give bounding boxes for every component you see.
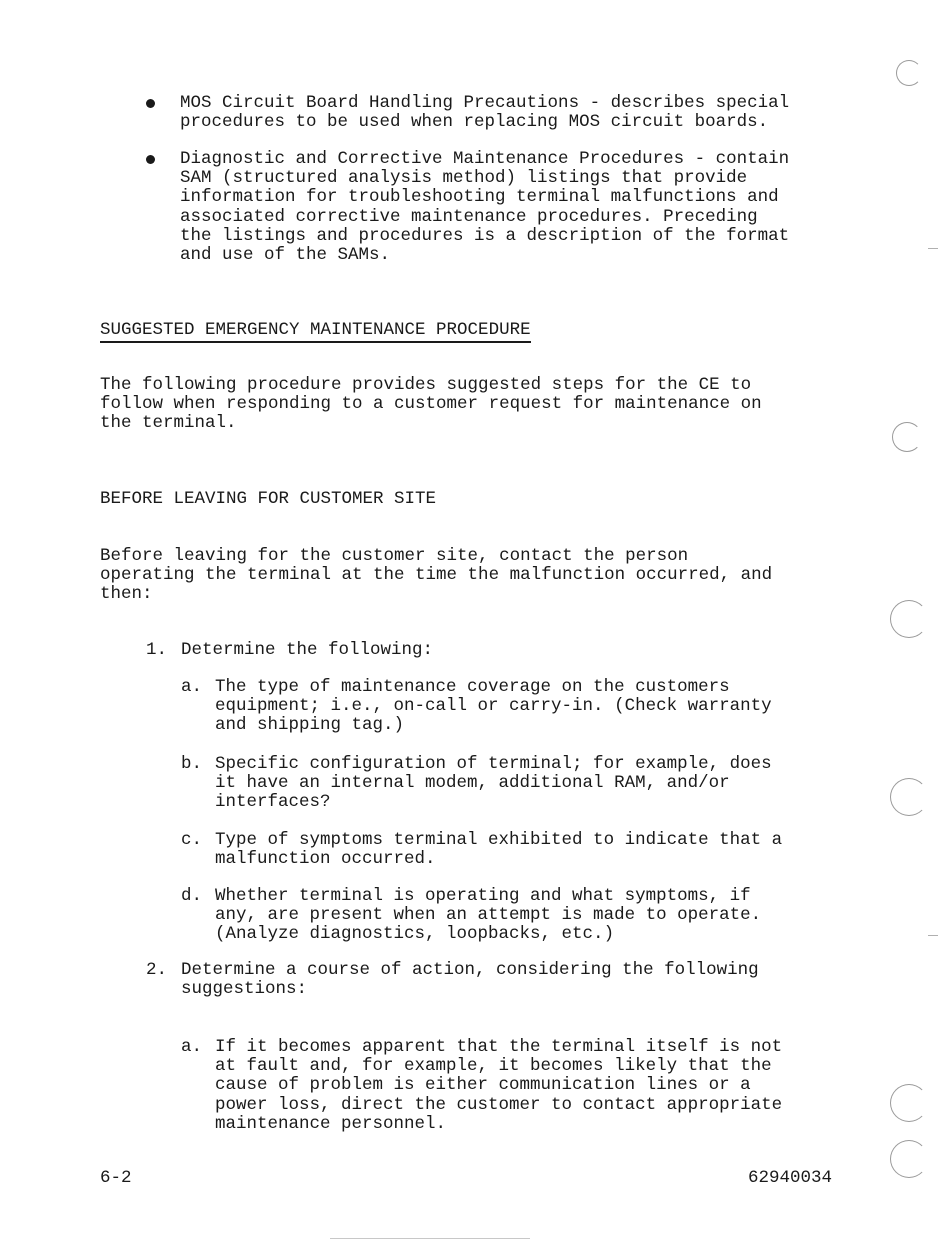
step-2-text xyxy=(181,961,759,999)
step-2-label: 2. xyxy=(146,960,168,980)
section-heading: SUGGESTED EMERGENCY MAINTENANCE PROCEDURE xyxy=(100,320,531,343)
punch-hole-mark xyxy=(890,600,928,638)
text-line: then: xyxy=(100,584,153,605)
section-heading-block xyxy=(100,321,531,340)
text-line: and shipping tag.) xyxy=(215,715,405,736)
item-label: b. xyxy=(181,754,203,774)
punch-hole-mark xyxy=(890,1084,928,1122)
text-line: Diagnostic and Corrective Maintenance Procedures - contain xyxy=(180,149,790,169)
text-line: Specific configuration of terminal; for example, does xyxy=(215,754,772,774)
text-line: information for troubleshooting terminal malfunctions and xyxy=(180,187,779,208)
text-line: it have an internal modem, additional RAM, and/or xyxy=(215,773,730,794)
document-number: 62940034 xyxy=(748,1168,833,1188)
text-line: at fault and, for example, it becomes likely that the xyxy=(215,1056,772,1077)
text-line: maintenance personnel. xyxy=(215,1113,447,1134)
intro-paragraph xyxy=(100,376,762,434)
text-line: operating the terminal at the time the malfunction occurred, and xyxy=(100,565,773,586)
punch-hole-mark xyxy=(890,778,928,816)
item-label: c. xyxy=(181,830,203,850)
scan-mark xyxy=(330,1238,530,1239)
text-line: If it becomes apparent that the terminal itself is not xyxy=(215,1037,783,1057)
text-line: and use of the SAMs. xyxy=(180,245,391,266)
text-line: power loss, direct the customer to contact appropriate xyxy=(215,1094,783,1115)
text-line: the listings and procedures is a description of the format xyxy=(180,225,790,246)
text-line: any, are present when an attempt is made to operate. xyxy=(215,905,762,926)
text-line: Type of symptoms terminal exhibited to indicate that a xyxy=(215,830,783,850)
text-line: malfunction occurred. xyxy=(215,849,436,870)
list-item xyxy=(215,831,782,869)
text-line: The following procedure provides suggested steps for the CE to xyxy=(100,375,752,395)
bullet-marker xyxy=(146,99,155,108)
list-item xyxy=(215,887,761,945)
item-label: a. xyxy=(181,677,203,697)
item-label: d. xyxy=(181,886,203,906)
text-line: equipment; i.e., on-call or carry-in. (Check warranty xyxy=(215,696,772,717)
text-line: associated corrective maintenance procedures. Preceding xyxy=(180,206,758,227)
text-line: The type of maintenance coverage on the customers xyxy=(215,677,730,697)
bullet-marker xyxy=(146,155,155,164)
text-line: Before leaving for the customer site, contact the person xyxy=(100,546,689,566)
text-line: MOS Circuit Board Handling Precautions - describes special xyxy=(180,93,790,113)
bullet-item xyxy=(180,94,789,132)
page-number: 6-2 xyxy=(100,1168,132,1188)
punch-hole-mark xyxy=(896,60,922,86)
text-line: procedures to be used when replacing MOS circuit boards. xyxy=(180,112,769,133)
text-line: (Analyze diagnostics, loopbacks, etc.) xyxy=(215,924,615,945)
punch-hole-mark xyxy=(892,422,922,452)
scan-mark xyxy=(928,935,938,936)
list-item xyxy=(215,755,772,813)
text-line: interfaces? xyxy=(215,792,331,813)
text-line: cause of problem is either communication lines or a xyxy=(215,1075,751,1096)
list-item xyxy=(215,1038,782,1134)
text-line: follow when responding to a customer request for maintenance on xyxy=(100,394,762,415)
text-line: the terminal. xyxy=(100,413,237,434)
text-line: Whether terminal is operating and what symptoms, if xyxy=(215,886,751,906)
text-line: SAM (structured analysis method) listings that provide xyxy=(180,168,748,189)
subheading: BEFORE LEAVING FOR CUSTOMER SITE xyxy=(100,489,437,509)
before-paragraph xyxy=(100,547,772,605)
punch-hole-mark xyxy=(890,1140,928,1178)
scan-mark xyxy=(928,248,938,249)
item-label: a. xyxy=(181,1037,203,1057)
step-1-label: 1. xyxy=(146,640,168,660)
bullet-item xyxy=(180,150,789,265)
text-line: suggestions: xyxy=(181,979,308,1000)
text-line: Determine a course of action, considering the following xyxy=(181,960,759,980)
step-1-text: Determine the following: xyxy=(181,640,434,660)
list-item xyxy=(215,678,772,736)
